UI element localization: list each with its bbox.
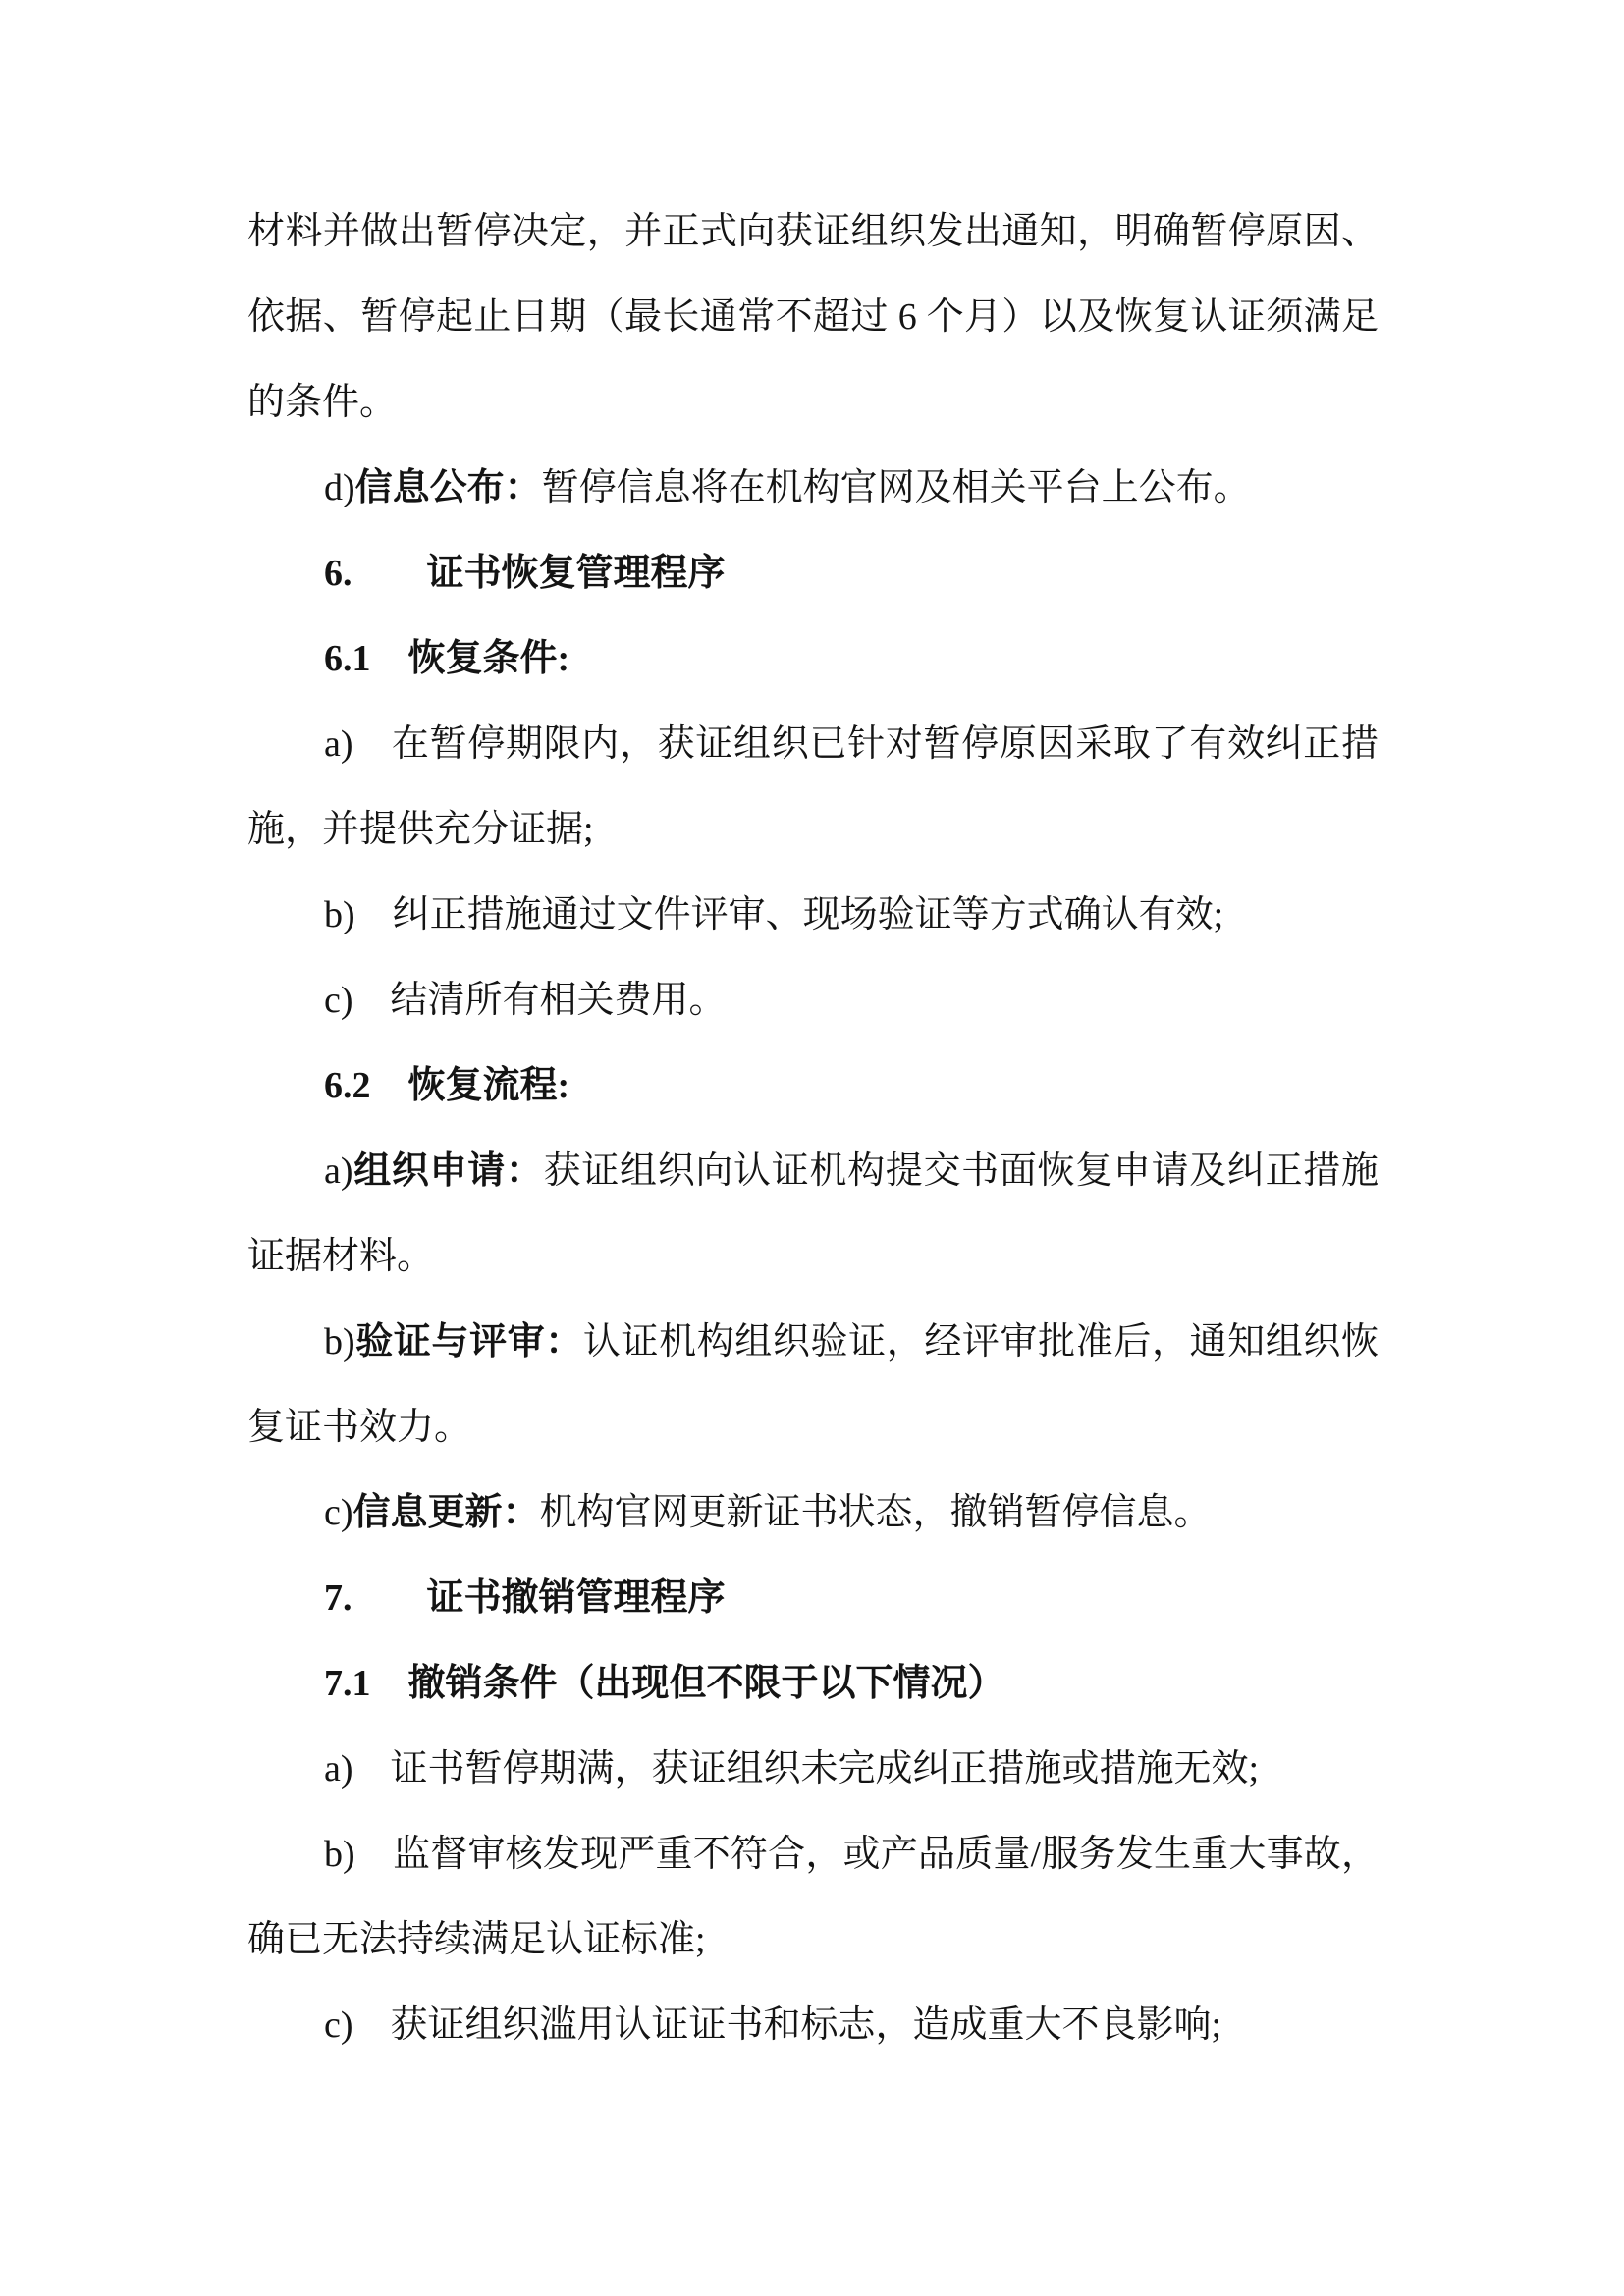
text-segment: 6.1 恢复条件: xyxy=(324,638,570,679)
text-segment: 6. 证书恢复管理程序 xyxy=(324,553,726,594)
text-line xyxy=(247,531,1379,616)
text-segment: 6.2 恢复流程: xyxy=(324,1065,570,1106)
text-segment: 确已无法持续满足认证标准; xyxy=(247,1919,706,1960)
text-segment: 机构官网更新证书状态，撤销暂停信息。 xyxy=(539,1492,1212,1533)
text-line xyxy=(247,1897,1379,1983)
text-segment: c) xyxy=(324,1492,353,1533)
text-line xyxy=(247,1043,1379,1129)
document-body xyxy=(247,189,1379,2068)
text-segment: 信息更新： xyxy=(352,1492,540,1533)
text-segment: 获证组织向认证机构提交书面恢复申请及纠正措施 xyxy=(543,1150,1379,1192)
text-segment: c) 结清所有相关费用。 xyxy=(324,980,727,1021)
text-line xyxy=(247,360,1379,446)
text-line xyxy=(247,1641,1379,1727)
text-line xyxy=(247,787,1379,873)
text-line xyxy=(247,1727,1379,1812)
text-segment: a) 在暂停期限内，获证组织已针对暂停原因采取了有效纠正措 xyxy=(324,723,1379,765)
text-line xyxy=(247,702,1379,787)
text-segment: 信息公布： xyxy=(354,467,542,508)
text-segment: 认证机构组织验证，经评审批准后，通知组织恢 xyxy=(582,1321,1379,1362)
text-segment: 依据、暂停起止日期（最长通常不超过 6 个月）以及恢复认证须满足 xyxy=(247,296,1379,338)
text-line xyxy=(247,958,1379,1043)
text-segment: c) 获证组织滥用认证证书和标志，造成重大不良影响; xyxy=(324,2004,1222,2046)
text-segment: d) xyxy=(324,467,355,508)
text-segment: 暂停信息将在机构官网及相关平台上公布。 xyxy=(541,467,1251,508)
text-segment: 的条件。 xyxy=(247,382,398,423)
text-segment: 复证书效力。 xyxy=(247,1407,472,1448)
text-segment: 组织申请： xyxy=(352,1150,544,1192)
text-line xyxy=(247,1385,1379,1470)
text-line xyxy=(247,1812,1379,1897)
text-line xyxy=(247,1470,1379,1556)
text-segment: b) 纠正措施通过文件评审、现场验证等方式确认有效; xyxy=(324,894,1224,935)
text-segment: b) xyxy=(324,1321,355,1362)
text-segment: 施，并提供充分证据; xyxy=(247,809,594,850)
text-segment: 7. 证书撤销管理程序 xyxy=(324,1577,726,1619)
text-segment: b) 监督审核发现严重不符合，或产品质量/服务发生重大事故， xyxy=(324,1834,1379,1875)
text-line xyxy=(247,1129,1379,1214)
text-segment: 证据材料。 xyxy=(247,1236,435,1277)
text-segment: a) 证书暂停期满，获证组织未完成纠正措施或措施无效; xyxy=(324,1748,1260,1789)
text-line xyxy=(247,616,1379,702)
text-segment: a) xyxy=(324,1150,353,1192)
text-segment: 材料并做出暂停决定，并正式向获证组织发出通知，明确暂停原因、 xyxy=(247,211,1379,252)
text-line xyxy=(247,275,1379,360)
text-segment: 验证与评审： xyxy=(354,1321,583,1362)
text-line xyxy=(247,446,1379,531)
text-line xyxy=(247,189,1379,275)
text-line xyxy=(247,1214,1379,1300)
text-line xyxy=(247,1556,1379,1641)
text-segment: 7.1 撤销条件（出现但不限于以下情况） xyxy=(324,1663,1005,1704)
text-line xyxy=(247,1983,1379,2068)
text-line xyxy=(247,873,1379,958)
text-line xyxy=(247,1300,1379,1385)
